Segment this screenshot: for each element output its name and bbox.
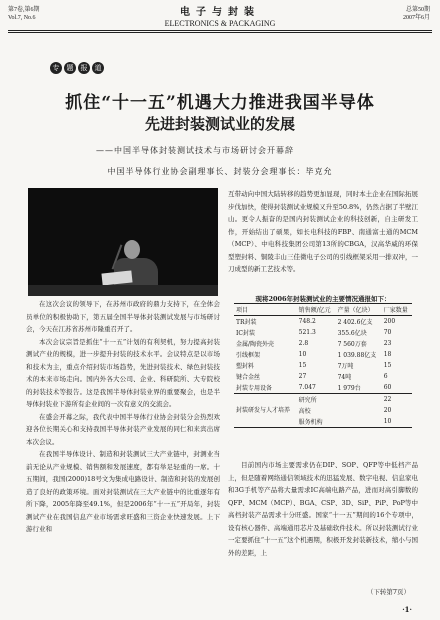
section-tag-char: 道	[92, 62, 104, 74]
table-cell: TR封装	[236, 319, 257, 326]
issue-date: 2007年6月	[402, 15, 430, 21]
section-tag-char: 报	[78, 62, 90, 74]
table-cell: 10	[383, 418, 392, 425]
header-volume	[8, 6, 40, 22]
table-cell: 封装专用设备	[236, 385, 273, 392]
paragraph: 本次会议宗旨是抓住“十一五”计划的有利契机，努力提高封装测试产业的规模，进一步提升封装的技术水平。会议特点是以市场和技术为主，重点介绍封装市场趋势，先进封装技术、绿色封装技术的本来市场走向。国内外各大公司、企业、科研院所、大专院校的封装技术等报告。这是我国半导体封装业界的重要聚会，也是半导体封装业下游所有企业间的一次有意义的交流会。	[26, 337, 220, 408]
table-cell: IC封装	[236, 330, 255, 337]
table-cell: 70	[383, 329, 392, 336]
table-cell: 键合金丝	[236, 374, 261, 381]
left-column	[26, 298, 220, 536]
paragraph: 在这次会议的领导下，在苏州市政府的鼎力支持下，在全体会员单位的积极协助下，第五届全国半导体封装测试发展与市场研讨会，今天在江苏省苏州市隆重召开了。	[26, 300, 220, 333]
article-author: 中国半导体行业协会副理事长、封装分会理事长：毕克允	[107, 167, 333, 176]
table-cell: 20	[383, 407, 392, 414]
table-header: 项目	[236, 307, 249, 314]
table-cell: 7.047	[298, 384, 316, 391]
table-header: 销售额/亿元	[298, 307, 331, 314]
table-cell: 服务机构	[298, 419, 323, 426]
volume-cn: 第7卷,第6期	[8, 7, 40, 13]
table-cell: 60	[383, 384, 392, 391]
table-cell: 15	[383, 362, 392, 369]
table-row	[234, 360, 412, 371]
table-cell: 10	[298, 351, 307, 358]
paragraph: 目前国内市场主要需求仍在DIP、SOP、QFP等中低档产品上，但是随着网络通信领域技术的迅猛发展、数字电视、信息家电和3G手机等产品将大量需求IC高端电路产品，进而对高引脚数的QFP、MCM（MCP）、BGA、CSP、3D、SiP、PiP、PoP等中高档封装产品需求十分旺盛。国家“十一五”期间的16个专项中，设有核心器件、高端通用芯片及基础软件技术。所以封装测试行业一定要抓住“十一五”这个机遇期，积极开发封装新技术，缩小与国外的差距，上	[228, 461, 418, 557]
table-cell: 23	[383, 340, 392, 347]
table-cell: 6	[383, 373, 388, 380]
table-row	[234, 349, 412, 360]
industry-table	[234, 303, 412, 428]
table-cell: 27	[298, 373, 307, 380]
header-rule	[8, 30, 432, 31]
continued-note: （下转第7页）	[366, 588, 410, 596]
article-title-line1: 抓住“十一五”机遇大力推进我国半导体	[65, 93, 375, 113]
table-row	[234, 394, 412, 406]
journal-name-en: ELECTRONICS & PACKAGING	[164, 19, 276, 28]
table-cell: 高校	[298, 408, 311, 415]
table-cell: 521.3	[298, 329, 316, 336]
table-row	[234, 316, 412, 328]
table-row	[234, 371, 412, 382]
table-cell: 塑封料	[236, 363, 255, 370]
header-issue	[403, 6, 430, 22]
article-title-line2: 先进封装测试业的发展	[144, 115, 295, 133]
section-tag	[50, 62, 104, 74]
table-cell	[336, 394, 382, 406]
table-cell: 1 979台	[337, 385, 361, 392]
paragraph: 互带动向中国大陆转移的趋势更加显现，同时本土企业在国际拓展步伐加快，使得封装测试业规模又升至50.8%，仍然占据了半壁江山。更令人振奋的是国内封装测试企业的科技创新，自主研发工作，开始结出了硕果，如长电科技的FBP、南通富士通的MCM（MCP）、中电科技集团公司第13所的CBGA，汉高华威的环保型塑封料、铜陵丰山三佳微电子公司的引线框架采用一排双冲，一刀成型的新工艺技术等。	[228, 190, 418, 273]
table-cell: 355.6亿块	[337, 330, 367, 337]
table-cell: 18	[383, 351, 392, 358]
paragraph: 在我国半导体设计、制造和封装测试三大产业链中，封测业当前无论从产业规模、销售额和发展速度，都有举足轻重的一席。十五期间，我国(2000)18号文为集成电路设计、制造和封装的发展创造了良好的政策环境。面对封装测试在三大产业链中的比重逐年有所下降，2005年降至49.1%，但是2006年“十一五”开局年，封装测试产业在我国信息产业市场需求旺盛和三资企业快速发展。上下游行业和	[26, 450, 220, 533]
table-cell: 748.2	[298, 318, 316, 325]
table-header: 厂家数量	[383, 307, 408, 314]
right-column-bottom	[228, 459, 418, 559]
article-subtitle: ——中国半导体封装测试技术与市场研讨会开幕辞	[96, 146, 294, 155]
table-cell: 研究所	[298, 397, 317, 404]
table-cell: 200	[383, 318, 396, 325]
table-row	[234, 327, 412, 338]
table-title: 现将2006年封装测试业的主要情况通报如下：	[255, 295, 391, 303]
speaker-photo	[28, 188, 218, 296]
table-cell: 2.8	[298, 340, 309, 347]
right-column-top	[228, 188, 418, 276]
table-cell: 74吨	[337, 374, 352, 381]
table-cell: 1 039.88亿支	[337, 352, 377, 359]
section-tag-char: 题	[64, 62, 76, 74]
header-journal	[140, 3, 300, 28]
table-cell: 金属/陶瓷外壳	[236, 341, 275, 348]
table-cell	[336, 416, 382, 428]
speaker-head	[124, 240, 140, 259]
page-number: ·1·	[402, 605, 412, 614]
table-cell: 7万吨	[337, 363, 354, 370]
header-rule-thin	[8, 32, 432, 33]
table-cell: 22	[383, 396, 392, 403]
table-header-row	[234, 304, 412, 316]
volume-en: Vol.7, No.6	[8, 15, 36, 21]
table-cell: 2 402.6亿支	[337, 319, 373, 326]
paragraph: 在盛会开幕之际，我代表中国半导体行业协会封装分会热烈欢迎各位长期关心和支持我国半导体封装产业发展的同仁和来宾出席本次会议。	[26, 412, 220, 446]
section-tag-char: 专	[50, 62, 62, 74]
table-row	[234, 382, 412, 394]
podium-desk	[28, 285, 218, 296]
table-header: 产量（亿块）	[337, 307, 374, 314]
issue-total: 总第50期	[405, 7, 430, 13]
table-cell: 7 560万套	[337, 341, 367, 348]
journal-name-cn: 电子与封装	[180, 7, 260, 18]
table-cell-research-label: 封装研发与人才培养	[236, 407, 291, 414]
table-row	[234, 338, 412, 349]
table-cell	[336, 405, 382, 416]
table-cell: 15	[298, 362, 307, 369]
table-cell: 引线框架	[236, 352, 261, 359]
